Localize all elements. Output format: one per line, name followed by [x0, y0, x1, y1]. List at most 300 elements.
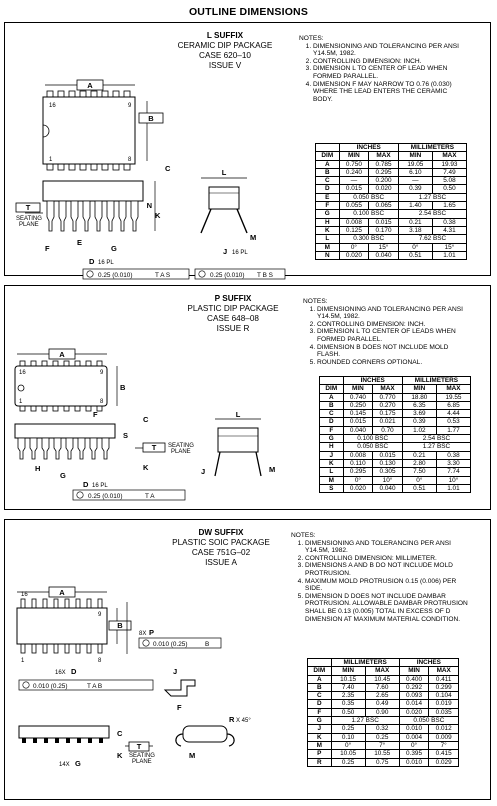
dim-m-label: M: [189, 751, 196, 760]
value-cell: 10.15: [331, 675, 365, 683]
value-cell: 0.299: [429, 683, 459, 691]
value-cell: 0.38: [436, 451, 470, 459]
table-row: [308, 683, 459, 691]
dim-cell: J: [320, 451, 344, 459]
value-cell: 0.32: [365, 725, 399, 733]
dim-d-note: 16 PL: [92, 483, 108, 489]
value-cell: 7.49: [432, 168, 466, 176]
col-header: DIM: [316, 152, 340, 160]
value-cell: 7.74: [436, 468, 470, 476]
dim-cell: G: [308, 717, 332, 725]
group-header: INCHES: [343, 377, 402, 385]
value-cell: 0°: [399, 741, 429, 749]
table-row: [308, 692, 459, 700]
dim-j-label: J: [173, 667, 178, 676]
col-header: MAX: [432, 152, 466, 160]
table-body: [308, 675, 459, 766]
value-cell: —: [398, 177, 432, 185]
table-row: [316, 202, 467, 210]
notes-heading: NOTES:: [299, 35, 324, 42]
value-cell: 1.27 BSC: [398, 193, 466, 201]
value-cell: 6.35: [402, 401, 436, 409]
table-row: [316, 218, 467, 226]
table-row: [316, 235, 467, 243]
value-cell: 0.145: [343, 410, 373, 418]
tol-frame-1-value: 0.25 (0.010): [88, 493, 123, 500]
table-row: [320, 468, 471, 476]
value-cell: 0°: [398, 243, 432, 251]
value-cell: 0.014: [399, 700, 429, 708]
value-cell: —: [339, 177, 369, 185]
table-row: [316, 193, 467, 201]
pin-1-label: 1: [19, 399, 23, 405]
value-cell: 0.015: [369, 218, 399, 226]
table-row: [316, 251, 467, 259]
dim-cell: C: [316, 177, 340, 185]
tol-d-value: 0.010 (0.25): [33, 683, 68, 690]
table-row: [320, 476, 471, 484]
dim-c-label: C: [165, 164, 171, 173]
value-cell: 0.49: [365, 700, 399, 708]
value-cell: 3.69: [402, 410, 436, 418]
tol-p-refs: B: [205, 641, 210, 648]
tol-frame-2-value: 0.25 (0.010): [210, 272, 245, 279]
value-cell: 0.785: [369, 160, 399, 168]
dim-cell: L: [316, 235, 340, 243]
dim-cell: A: [316, 160, 340, 168]
table-row: [320, 426, 471, 434]
tol-frame-1-refs: T A: [145, 493, 155, 500]
table-row: [320, 484, 471, 492]
value-cell: 7°: [365, 741, 399, 749]
value-cell: 7.60: [365, 683, 399, 691]
value-cell: 15°: [369, 243, 399, 251]
dim-p-note: 8X: [139, 631, 147, 637]
p-suffix-drawing: [5, 286, 295, 506]
dim-cell: K: [320, 459, 344, 467]
note-item: 1. DIMENSIONING AND TOLERANCING PER ANSI Y14.5M, 1982.: [305, 540, 475, 555]
datum-t-label: T: [25, 203, 31, 212]
value-cell: 0.295: [369, 168, 399, 176]
dim-g-note: 14X: [59, 762, 70, 768]
dim-l-label: L: [221, 168, 227, 177]
dim-cell: K: [316, 226, 340, 234]
dim-c-label: C: [117, 729, 123, 738]
page-title: OUTLINE DIMENSIONS: [188, 6, 309, 18]
value-cell: 0.53: [436, 418, 470, 426]
dimension-table: [319, 376, 471, 493]
value-cell: 0.25: [331, 758, 365, 766]
value-cell: 0.305: [373, 468, 403, 476]
col-header: MAX: [365, 667, 399, 675]
value-cell: 0.415: [429, 750, 459, 758]
value-cell: 0.90: [365, 708, 399, 716]
dim-cell: M: [316, 243, 340, 251]
value-cell: 1.65: [432, 202, 466, 210]
dim-cell: M: [320, 476, 344, 484]
value-cell: 0.040: [373, 484, 403, 492]
table-row: [316, 185, 467, 193]
col-header: MAX: [373, 385, 403, 393]
table-row: [320, 418, 471, 426]
value-cell: 0.130: [373, 459, 403, 467]
note-item: 3. DIMENSION L TO CENTER OF LEADS WHEN FORMED PARALLEL.: [317, 328, 473, 343]
value-cell: 6.85: [436, 401, 470, 409]
pin-16-label: 16: [49, 103, 56, 109]
note-item: 4. DIMENSION F MAY NARROW TO 0.76 (0.030) WHERE THE LEAD ENTERS THE CERAMIC BODY.: [313, 81, 459, 104]
table-row: [308, 708, 459, 716]
dim-cell: F: [316, 202, 340, 210]
dim-cell: S: [320, 484, 344, 492]
note-item: 2. CONTROLLING DIMENSION: INCH.: [313, 58, 459, 66]
dim-cell: L: [320, 468, 344, 476]
value-cell: 0.125: [339, 226, 369, 234]
datum-t-label: T: [151, 443, 157, 452]
seating-label: SEATING: [16, 216, 42, 222]
dim-cell: F: [320, 426, 344, 434]
l-suffix-drawing: [5, 23, 295, 279]
value-cell: 0.029: [429, 758, 459, 766]
table-row: [316, 243, 467, 251]
package-case: CASE 620–10: [199, 51, 251, 60]
value-cell: 0.093: [399, 692, 429, 700]
dimension-table: [315, 143, 467, 260]
dim-m-label: M: [269, 465, 276, 474]
package-issue: ISSUE R: [216, 324, 250, 333]
dim-r-note: X 45°: [236, 718, 251, 724]
dim-a-label: A: [59, 350, 65, 359]
table-row: [316, 177, 467, 185]
value-cell: 0.75: [365, 758, 399, 766]
table-row: [308, 741, 459, 749]
package-suffix: P SUFFIX: [214, 294, 252, 303]
package-suffix: DW SUFFIX: [198, 528, 244, 537]
dim-d-label: D: [71, 667, 77, 676]
dim-cell: A: [320, 393, 344, 401]
dim-a-label: A: [59, 588, 65, 597]
value-cell: 0.040: [369, 251, 399, 259]
table-body: [316, 160, 467, 260]
table-row: [308, 758, 459, 766]
value-cell: 1.27 BSC: [402, 443, 470, 451]
package-issue: ISSUE V: [208, 61, 242, 70]
value-cell: 19.05: [398, 160, 432, 168]
value-cell: 0.065: [369, 202, 399, 210]
table-body: [320, 393, 471, 493]
dim-g-label: G: [60, 471, 66, 480]
value-cell: 1.01: [432, 251, 466, 259]
value-cell: 1.02: [402, 426, 436, 434]
value-cell: 0.020: [399, 708, 429, 716]
value-cell: 3.18: [398, 226, 432, 234]
dim-g-label: G: [111, 244, 117, 253]
value-cell: 0.200: [369, 177, 399, 185]
dim-n-label: N: [146, 201, 152, 210]
section-p-suffix: [4, 285, 491, 510]
value-cell: 0°: [343, 476, 373, 484]
value-cell: 0.295: [343, 468, 373, 476]
table-row: [320, 443, 471, 451]
value-cell: 0.009: [429, 733, 459, 741]
dim-a-label: A: [87, 81, 93, 90]
plane-label: PLANE: [171, 449, 191, 455]
table-row: [316, 168, 467, 176]
value-cell: 1.27 BSC: [331, 717, 399, 725]
dim-cell: B: [308, 683, 332, 691]
value-cell: 0.38: [432, 218, 466, 226]
package-type: CERAMIC DIP PACKAGE: [177, 41, 273, 50]
value-cell: 0.70: [373, 426, 403, 434]
datum-t-label: T: [136, 742, 142, 751]
value-cell: 7.40: [331, 683, 365, 691]
value-cell: 0.411: [429, 675, 459, 683]
dim-cell: B: [320, 401, 344, 409]
dim-cell: F: [308, 708, 332, 716]
value-cell: 0.012: [429, 725, 459, 733]
value-cell: 0.008: [339, 218, 369, 226]
value-cell: 0°: [339, 243, 369, 251]
value-cell: 0.170: [369, 226, 399, 234]
note-item: 5. ROUNDED CORNERS OPTIONAL.: [317, 359, 473, 367]
p-suffix-notes: [303, 298, 473, 366]
value-cell: 0.51: [398, 251, 432, 259]
notes-heading: NOTES:: [303, 298, 328, 305]
value-cell: 0.020: [343, 484, 373, 492]
value-cell: 0.240: [339, 168, 369, 176]
package-issue: ISSUE A: [205, 558, 237, 567]
value-cell: 0.21: [398, 218, 432, 226]
value-cell: 0.25: [365, 733, 399, 741]
tol-frame-1-refs: T A S: [155, 272, 171, 279]
value-cell: 0.750: [339, 160, 369, 168]
value-cell: 19.55: [436, 393, 470, 401]
value-cell: 2.54 BSC: [402, 435, 470, 443]
dim-cell: J: [308, 725, 332, 733]
tol-d-refs: T A B: [87, 683, 103, 690]
pin-8-label: 8: [128, 157, 132, 163]
note-item: 2. CONTROLLING DIMENSION: MILLIMETER.: [305, 555, 475, 563]
dim-cell: P: [308, 750, 332, 758]
col-header: DIM: [308, 667, 332, 675]
table-row: [320, 401, 471, 409]
value-cell: 4.44: [436, 410, 470, 418]
pin-9-label: 9: [98, 612, 102, 618]
package-suffix: L SUFFIX: [206, 31, 244, 40]
table-row: [308, 675, 459, 683]
package-type: PLASTIC SOIC PACKAGE: [172, 538, 270, 547]
value-cell: 0.015: [339, 185, 369, 193]
value-cell: 0.021: [373, 418, 403, 426]
value-cell: 0.104: [429, 692, 459, 700]
table-row: [308, 725, 459, 733]
dim-j-note: 16 PL: [232, 250, 248, 256]
value-cell: 0.110: [343, 459, 373, 467]
value-cell: 5.08: [432, 177, 466, 185]
value-cell: 10.05: [331, 750, 365, 758]
dim-cell: G: [316, 210, 340, 218]
package-type: PLASTIC DIP PACKAGE: [187, 304, 279, 313]
notes-heading: NOTES:: [291, 532, 316, 539]
dim-p-label: P: [149, 628, 155, 637]
dim-cell: D: [308, 700, 332, 708]
table-row: [320, 451, 471, 459]
value-cell: 0.019: [429, 700, 459, 708]
dw-suffix-notes: [291, 532, 475, 623]
table-row: [320, 435, 471, 443]
value-cell: 0.395: [399, 750, 429, 758]
value-cell: 0.770: [373, 393, 403, 401]
dim-cell: H: [320, 443, 344, 451]
group-header: MILLIMETERS: [398, 144, 466, 152]
pin-9-label: 9: [100, 370, 104, 376]
section-dw-suffix: [4, 519, 491, 800]
dim-e-label: E: [77, 238, 83, 247]
dim-f-label: F: [93, 410, 98, 419]
pin-1-label: 1: [21, 658, 25, 664]
dim-d-note: 16X: [55, 670, 66, 676]
dim-j-label: J: [223, 247, 228, 256]
value-cell: 0.270: [373, 401, 403, 409]
value-cell: 2.80: [402, 459, 436, 467]
section-l-suffix: [4, 22, 491, 279]
value-cell: 7.50: [402, 468, 436, 476]
value-cell: 0.51: [402, 484, 436, 492]
col-header: MIN: [331, 667, 365, 675]
note-item: 2. CONTROLLING DIMENSION: INCH.: [317, 321, 473, 329]
table-row: [316, 226, 467, 234]
dim-cell: R: [308, 758, 332, 766]
value-cell: 18.80: [402, 393, 436, 401]
group-header: INCHES: [339, 144, 398, 152]
dim-b-label: B: [120, 383, 126, 392]
group-header: MILLIMETERS: [331, 659, 399, 667]
value-cell: 1.77: [436, 426, 470, 434]
dim-d-label: D: [89, 257, 95, 266]
dim-d-label: D: [83, 480, 89, 489]
dim-c-label: C: [143, 415, 149, 424]
value-cell: 10.55: [365, 750, 399, 758]
dim-l-label: L: [235, 410, 241, 419]
col-header: DIM: [320, 385, 344, 393]
value-cell: 3.30: [436, 459, 470, 467]
seating-label: SEATING: [168, 443, 194, 449]
seating-label: SEATING: [129, 753, 155, 759]
dim-cell: G: [320, 435, 344, 443]
value-cell: 1.01: [436, 484, 470, 492]
value-cell: 0.300 BSC: [339, 235, 398, 243]
dim-cell: E: [316, 193, 340, 201]
value-cell: 0.010: [399, 725, 429, 733]
col-header: MAX: [429, 667, 459, 675]
value-cell: 0.292: [399, 683, 429, 691]
dim-g-label: G: [75, 759, 81, 768]
dim-d-note: 16 PL: [98, 260, 114, 266]
dim-h-label: H: [35, 464, 41, 473]
value-cell: 0.010: [399, 758, 429, 766]
value-cell: 2.54 BSC: [398, 210, 466, 218]
dimension-table: [307, 658, 459, 767]
dim-k-label: K: [155, 211, 161, 220]
value-cell: 10.45: [365, 675, 399, 683]
value-cell: 0.020: [339, 251, 369, 259]
value-cell: 0.10: [331, 733, 365, 741]
tol-p-value: 0.010 (0.25): [153, 641, 188, 648]
table-row: [320, 410, 471, 418]
value-cell: 0.250: [343, 401, 373, 409]
col-header: MIN: [399, 667, 429, 675]
pin-1-label: 1: [49, 157, 53, 163]
dim-cell: M: [308, 741, 332, 749]
dim-cell: C: [308, 692, 332, 700]
value-cell: 0.008: [343, 451, 373, 459]
package-case: CASE 751G–02: [191, 548, 251, 557]
col-header: MIN: [339, 152, 369, 160]
dim-cell: D: [320, 418, 344, 426]
value-cell: 0°: [331, 741, 365, 749]
value-cell: 2.65: [365, 692, 399, 700]
note-item: 1. DIMENSIONING AND TOLERANCING PER ANSI Y14.5M, 1982.: [313, 43, 459, 58]
tol-frame-2-refs: T B S: [257, 272, 273, 279]
value-cell: 2.35: [331, 692, 365, 700]
value-cell: 0.100 BSC: [343, 435, 402, 443]
value-cell: 0.39: [398, 185, 432, 193]
value-cell: 1.40: [398, 202, 432, 210]
plane-label: PLANE: [132, 759, 152, 765]
tol-frame-1-value: 0.25 (0.010): [98, 272, 133, 279]
value-cell: 0.175: [373, 410, 403, 418]
value-cell: 7°: [429, 741, 459, 749]
value-cell: 0.25: [331, 725, 365, 733]
col-header: MIN: [343, 385, 373, 393]
dim-b-label: B: [117, 621, 123, 630]
value-cell: 0.040: [343, 426, 373, 434]
table-row: [316, 210, 467, 218]
value-cell: 0.50: [331, 708, 365, 716]
value-cell: 0.050 BSC: [339, 193, 398, 201]
table-row: [320, 459, 471, 467]
value-cell: 0.740: [343, 393, 373, 401]
group-header: INCHES: [399, 659, 458, 667]
package-case: CASE 648–08: [207, 314, 259, 323]
value-cell: 0.50: [432, 185, 466, 193]
dim-cell: H: [316, 218, 340, 226]
pin-16-label: 16: [19, 370, 26, 376]
value-cell: 7.62 BSC: [398, 235, 466, 243]
col-header: MIN: [398, 152, 432, 160]
note-item: 3. DIMENSIONS A AND B DO NOT INCLUDE MOLD PROTRUSION.: [305, 562, 475, 577]
dim-k-label: K: [143, 463, 149, 472]
value-cell: 0.21: [402, 451, 436, 459]
value-cell: 0.015: [373, 451, 403, 459]
value-cell: 0.050 BSC: [399, 717, 458, 725]
col-header: MIN: [402, 385, 436, 393]
table-row: [316, 160, 467, 168]
value-cell: 15°: [432, 243, 466, 251]
pin-16-label: 16: [21, 592, 28, 598]
col-header: MAX: [436, 385, 470, 393]
value-cell: 0°: [402, 476, 436, 484]
dim-cell: K: [308, 733, 332, 741]
dim-m-label: M: [250, 233, 257, 242]
table-row: [308, 717, 459, 725]
note-item: 4. MAXIMUM MOLD PROTRUSION 0.15 (0.006) PER SIDE.: [305, 578, 475, 593]
pin-9-label: 9: [128, 103, 132, 109]
value-cell: 0.035: [429, 708, 459, 716]
group-header: MILLIMETERS: [402, 377, 470, 385]
l-suffix-notes: [299, 35, 459, 103]
value-cell: 6.10: [398, 168, 432, 176]
dim-f-label: F: [177, 703, 182, 712]
